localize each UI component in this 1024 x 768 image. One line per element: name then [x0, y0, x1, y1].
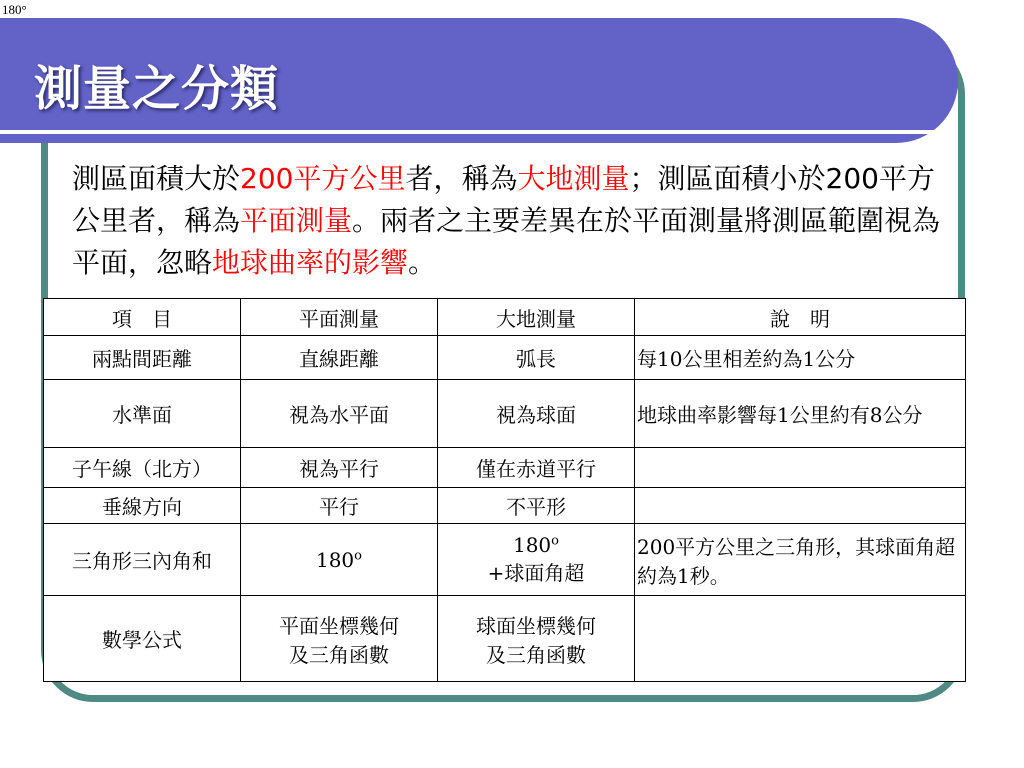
- formula-plane-2: 及三角函數: [289, 642, 389, 667]
- para-highlight: 大地測量: [517, 162, 630, 195]
- table-cell: [241, 596, 438, 682]
- comparison-table: [43, 298, 966, 682]
- table-row: [44, 336, 966, 380]
- table-cell: 數學公式: [44, 596, 241, 682]
- degree-sup: o: [551, 533, 559, 549]
- table-cell: [635, 448, 966, 488]
- table-cell: 地球曲率影響每1公里約有8公分: [635, 380, 966, 448]
- table-cell: 垂線方向: [44, 488, 241, 524]
- table-row: [44, 448, 966, 488]
- formula-geodetic: 球面坐標幾何: [476, 613, 596, 638]
- table-cell: 子午線（北方）: [44, 448, 241, 488]
- table-cell: 直線距離: [241, 336, 438, 380]
- para-text: 者，稱為: [405, 162, 518, 195]
- formula-geodetic-2: 及三角函數: [486, 642, 586, 667]
- corner-label: 180°: [2, 2, 27, 17]
- spherical-excess: +球面角超: [487, 561, 585, 585]
- angle-sum-plane: 180: [315, 547, 355, 572]
- table-header-row: [44, 299, 966, 336]
- table-cell: 平行: [241, 488, 438, 524]
- header-geodetic: 大地測量: [438, 299, 635, 336]
- table-cell: 視為平行: [241, 448, 438, 488]
- table-cell: [241, 524, 438, 596]
- table-cell: 視為水平面: [241, 380, 438, 448]
- table-cell: 水準面: [44, 380, 241, 448]
- table-cell: 三角形三內角和: [44, 524, 241, 596]
- para-highlight: 地球曲率的影響: [212, 246, 409, 279]
- table-row: [44, 596, 966, 682]
- para-text: 。兩者之主要差異在於平面測量將測區範圍視為平面，忽略: [72, 204, 941, 279]
- table-cell: [438, 596, 635, 682]
- para-text: ；測區面積小於200平方公里者，稱為: [72, 162, 935, 237]
- para-highlight: 200平方公里: [240, 162, 406, 195]
- header-note: 說 明: [635, 299, 966, 336]
- table-cell: 僅在赤道平行: [438, 448, 635, 488]
- table-row: [44, 380, 966, 448]
- header-plane: 平面測量: [241, 299, 438, 336]
- table-row: [44, 524, 966, 596]
- angle-sum-geodetic: 180: [512, 533, 552, 557]
- header-item: 項 目: [44, 299, 241, 336]
- table-cell: 每10公里相差約為1公分: [635, 336, 966, 380]
- degree-sup: o: [354, 547, 362, 563]
- table-cell: [438, 524, 635, 596]
- para-text: 。: [408, 246, 437, 279]
- table-cell: 200平方公里之三角形，其球面角超約為1秒。: [635, 524, 966, 596]
- table-cell: 弧長: [438, 336, 635, 380]
- table-cell: [635, 596, 966, 682]
- para-highlight: 平面測量: [240, 204, 353, 237]
- formula-plane: 平面坐標幾何: [279, 613, 399, 638]
- page-title: 測量之分類: [34, 61, 280, 117]
- table-cell: 兩點間距離: [44, 336, 241, 380]
- title-underline: [0, 130, 940, 134]
- table-cell: [635, 488, 966, 524]
- body-paragraph: [72, 158, 962, 284]
- table-row: [44, 488, 966, 524]
- table-cell: 視為球面: [438, 380, 635, 448]
- para-text: 測區面積大於: [72, 162, 241, 195]
- table-cell: 不平形: [438, 488, 635, 524]
